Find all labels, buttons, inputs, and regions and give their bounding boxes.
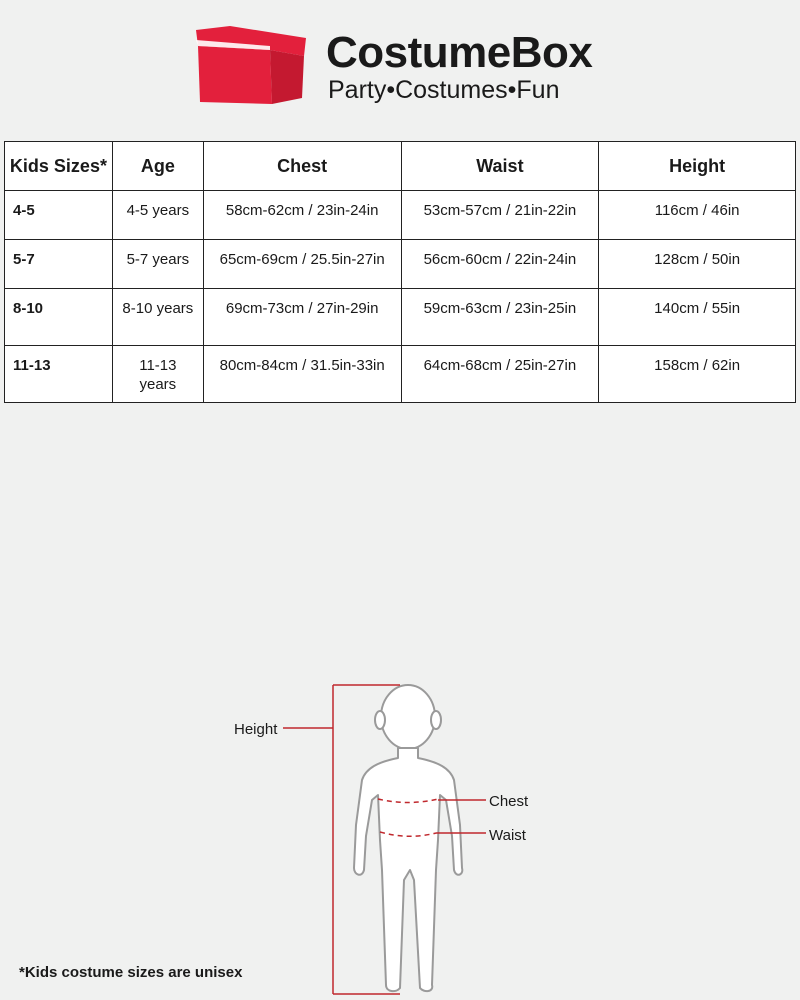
age-cell: 4-5 years (112, 191, 203, 240)
chest-cell: 58cm-62cm / 23in-24in (203, 191, 401, 240)
size-cell: 4-5 (5, 191, 113, 240)
waist-cell: 64cm-68cm / 25in-27in (401, 346, 599, 403)
column-header-size: Kids Sizes* (5, 142, 113, 191)
height-cell: 116cm / 46in (599, 191, 796, 240)
size-cell: 5-7 (5, 240, 113, 289)
chest-cell: 80cm-84cm / 31.5in-33in (203, 346, 401, 403)
waist-cell: 59cm-63cm / 23in-25in (401, 289, 599, 346)
column-header-chest: Chest (203, 142, 401, 191)
column-header-waist: Waist (401, 142, 599, 191)
brand-name: CostumeBox (326, 28, 593, 77)
column-header-height: Height (599, 142, 796, 191)
unisex-footnote: *Kids costume sizes are unisex (19, 964, 243, 981)
waist-cell: 53cm-57cm / 21in-22in (401, 191, 599, 240)
waist-label: Waist (489, 827, 526, 844)
age-cell: 8-10 years (112, 289, 203, 346)
brand-tagline: Party•Costumes•Fun (328, 76, 560, 104)
chest-label: Chest (489, 793, 529, 810)
chest-cell: 69cm-73cm / 27in-29in (203, 289, 401, 346)
column-header-age: Age (112, 142, 203, 191)
size-cell: 8-10 (5, 289, 113, 346)
chest-cell: 65cm-69cm / 25.5in-27in (203, 240, 401, 289)
height-cell: 158cm / 62in (599, 346, 796, 403)
size-cell: 11-13 (5, 346, 113, 403)
height-label: Height (234, 721, 278, 738)
age-cell: 5-7 years (112, 240, 203, 289)
waist-cell: 56cm-60cm / 22in-24in (401, 240, 599, 289)
height-cell: 128cm / 50in (599, 240, 796, 289)
height-cell: 140cm / 55in (599, 289, 796, 346)
child-figure-icon (354, 685, 462, 991)
age-cell: 11-13 years (112, 346, 203, 403)
